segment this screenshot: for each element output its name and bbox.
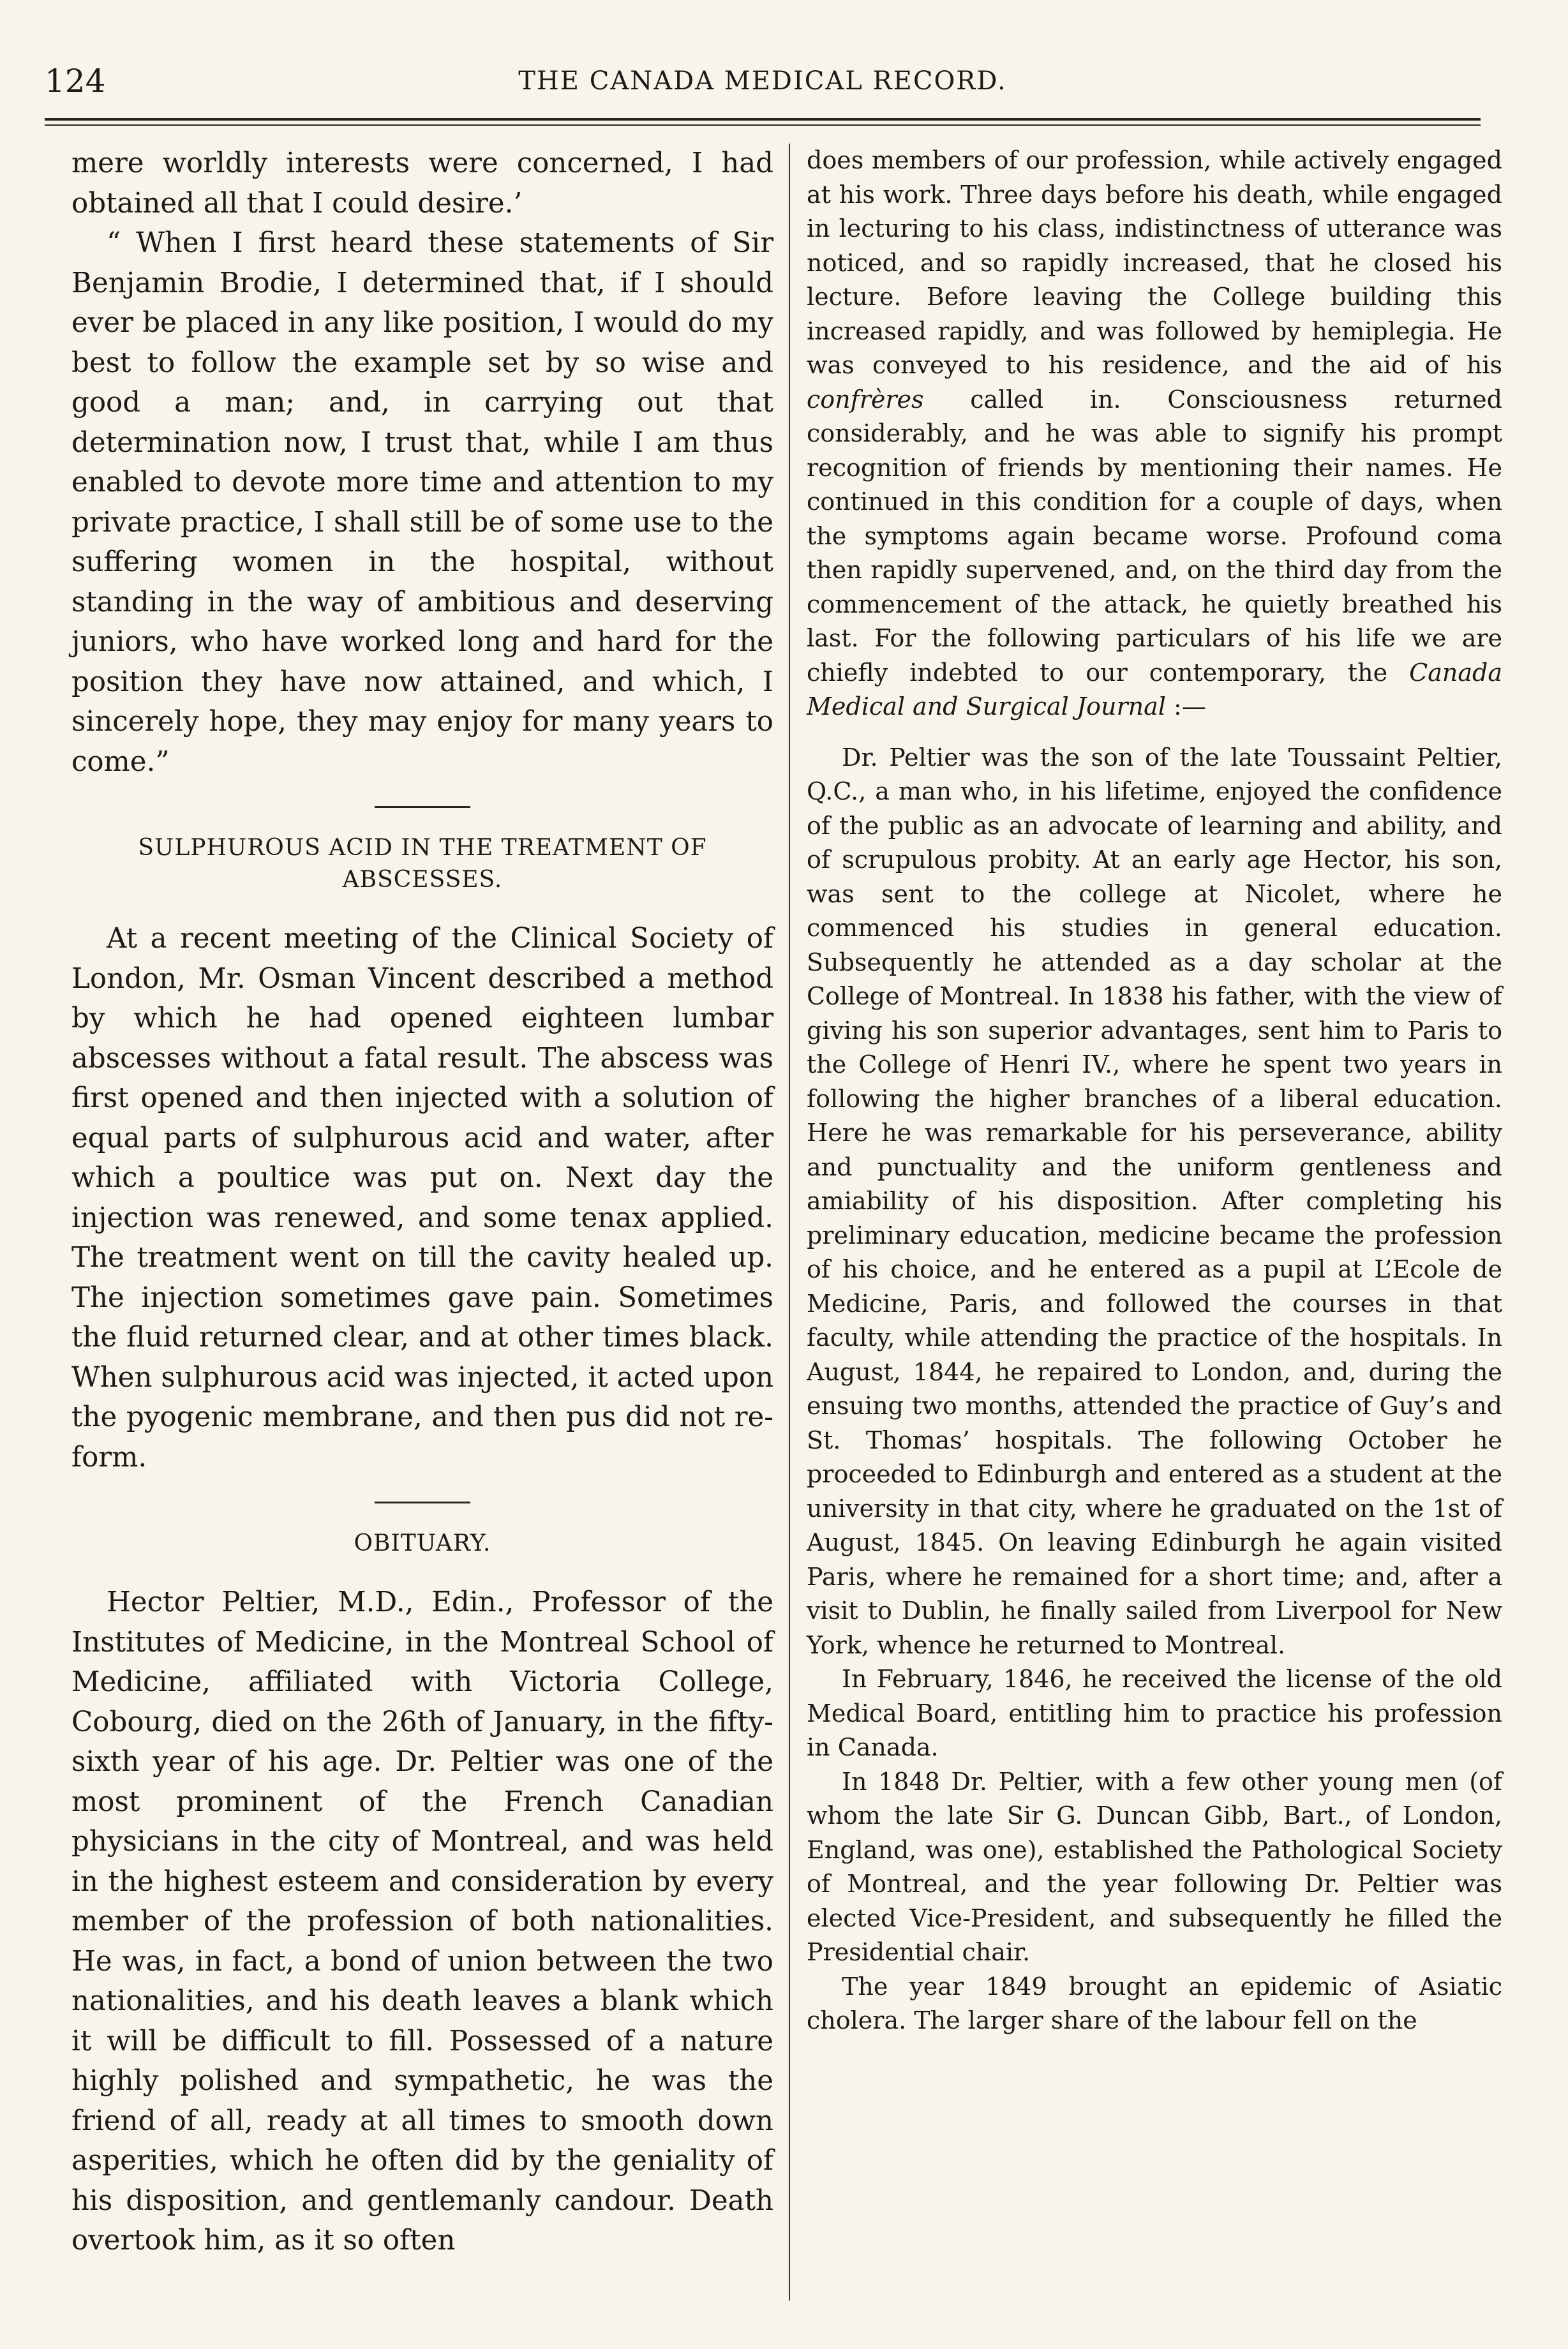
left-paragraph-2: “ When I first heard these statements of Sir Benjamin Brodie, I determined that, if I should ever be placed in any like position, I would do my best to follow the example set by so wise and good a man; and, in carrying out that determination now, I trust that, while I am thus enabled to devote more time and attention to my private practice, I shall still be of some use to the suffering women in the hospital, without standing in the way of ambitious and deserving juniors, who have worked long and hard for the position they have now attained, and which, I sincerely hope, they may enjoy for many years to come.”	[71, 227, 773, 778]
right-paragraph-1-journal-title: Canada Medical and Surgical Journal	[807, 658, 1502, 720]
right-column	[807, 144, 1502, 2038]
page-number: 124	[45, 63, 106, 100]
page-header	[45, 57, 1481, 102]
right-paragraph-1	[807, 144, 1502, 724]
left-column	[71, 144, 773, 2261]
section-heading-obituary: OBITUARY.	[354, 1530, 491, 1556]
header-double-rule	[45, 118, 1481, 126]
right-paragraph-4: In 1848 Dr. Peltier, with a few other young men (of whom the late Sir G. Duncan Gibb, Bart., of London, England, was one), established the Pathological Society of Montreal, and the year following Dr. Peltier was elected Vice-President, and subsequently he filled the Presidential chair.	[807, 1767, 1502, 1966]
section-divider	[375, 806, 470, 808]
right-paragraph-3: In February, 1846, he received the license of the old Medical Board, entitling him to practice his profession in Canada.	[807, 1665, 1502, 1761]
section-heading-sulphurous-acid: SULPHUROUS ACID IN THE TREATMENT OF ABSCESSES.	[138, 835, 707, 893]
right-paragraph-1-end: :—	[1165, 692, 1206, 720]
right-paragraph-1-confreres: confrères	[807, 385, 924, 414]
running-title: THE CANADA MEDICAL RECORD.	[518, 66, 1007, 96]
right-paragraph-1-text-a: does members of our profession, while actively engaged at his work. Three days before his death, while engaged in lecturing to his class, indistinctness of utterance was noticed, and so rapidly increased, that he closed his lecture. Before leaving the College building this increased rapidly, and was followed by hemiplegia. He was conveyed to his residence, and the aid of his	[807, 146, 1502, 379]
left-paragraph-4: Hector Peltier, M.D., Edin., Professor of the Institutes of Medicine, in the Montreal School of Medicine, affiliated with Victoria College, Cobourg, died on the 26th of January, in the fifty-sixth year of his age. Dr. Peltier was one of the most prominent of the French Canadian physicians in the city of Montreal, and was held in the highest esteem and consideration by every member of the profession of both nationalities. He was, in fact, a bond of union between the two nationalities, and his death leaves a blank which it will be difficult to fill. Possessed of a nature highly polished and sympathetic, he was the friend of all, ready at all times to smooth down asperities, which he often did by the geniality of his disposition, and gentlemanly candour. Death overtook him, as it so often	[71, 1586, 773, 2256]
paragraph-gap	[807, 724, 1502, 741]
right-paragraph-5: The year 1849 brought an epidemic of Asiatic cholera. The larger share of the labour fell on the	[807, 1972, 1502, 2034]
column-divider	[789, 144, 790, 2301]
left-paragraph-3: At a recent meeting of the Clinical Society of London, Mr. Osman Vincent described a method by which he had opened eighteen lumbar abscesses without a fatal result. The abscess was first opened and then injected with a solution of equal parts of sulphurous acid and water, after which a poultice was put on. Next day the injection was renewed, and some tenax applied. The treatment went on till the cavity healed up. The injection sometimes gave pain. Sometimes the fluid returned clear, and at other times black. When sulphurous acid was injected, it acted upon the pyogenic membrane, and then pus did not re-form.	[71, 923, 773, 1473]
right-paragraph-2: Dr. Peltier was the son of the late Toussaint Peltier, Q.C., a man who, in his lifetime, enjoyed the confidence of the public as an advocate of learning and ability, and of scrupulous probity. At an early age Hector, his son, was sent to the college at Nicolet, where he commenced his studies in general education. Subsequently he attended as a day scholar at the College of Montreal. In 1838 his father, with the view of giving his son superior advantages, sent him to Paris to the College of Henri IV., where he spent two years in following the higher branches of a liberal education. Here he was remarkable for his perseverance, ability and punctuality and the uniform gentleness and amiability of his disposition. After completing his preliminary education, medicine became the profession of his choice, and he entered as a pupil at L’Ecole de Medicine, Paris, and followed the courses in that faculty, while attending the practice of the hospitals. In August, 1844, he repaired to London, and, during the ensuing two months, attended the practice of Guy’s and St. Thomas’ hospitals. The following October he proceeded to Edinburgh and entered as a student at the university in that city, where he graduated on the 1st of August, 1845. On leaving Edinburgh he again visited Paris, where he remained for a short time; and, after a visit to Dublin, he finally sailed from Liverpool for New York, whence he returned to Montreal.	[807, 743, 1502, 1659]
left-paragraph-1: mere worldly interests were concerned, I had obtained all that I could desire.’	[71, 147, 773, 220]
section-divider	[375, 1502, 470, 1503]
right-paragraph-1-text-b: called in. Consciousness returned considerably, and he was able to signify his prompt recognition of friends by mentioning their names. He continued in this condition for a couple of days, when the symptoms again became worse. Profound coma then rapidly supervened, and, on the third day from the commencement of the attack, he quietly breathed his last. For the following particulars of his life we are chiefly indebted to our contemporary, the	[807, 385, 1502, 687]
